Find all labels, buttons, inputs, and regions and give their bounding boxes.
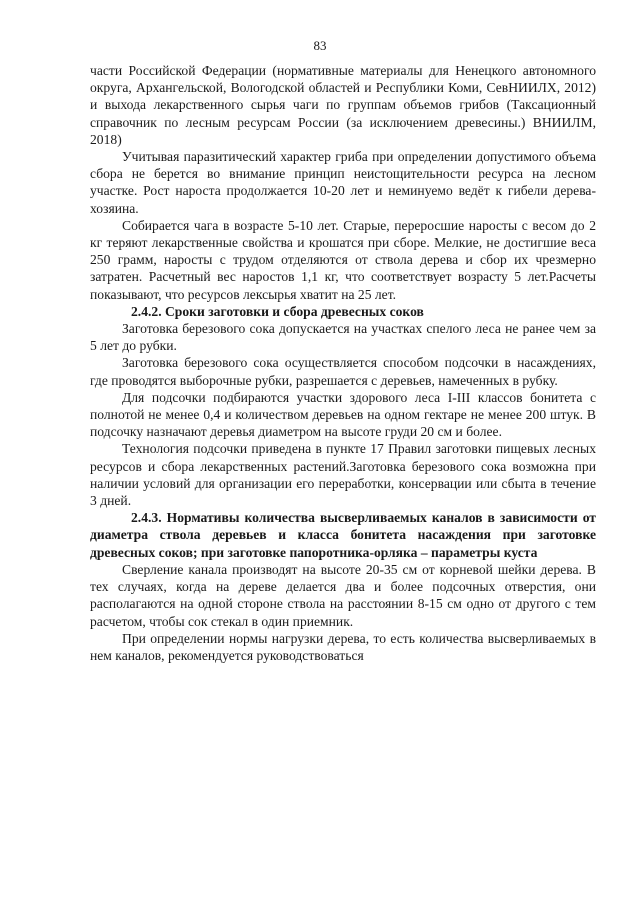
paragraph: Заготовка березового сока осуществляется способом подсочки в насаждениях, где проводятся выборочные рубки, разрешается с деревьев, намеченных в рубку.	[90, 355, 596, 388]
paragraph: Для подсочки подбираются участки здорового леса I-III классов бонитета с полнотой не менее 0,4 и количеством деревьев на одном гектаре не менее 200 штук. В подсочку назначают деревья диаметром на высоте груди 20 см и более.	[90, 389, 596, 440]
paragraph: Технология подсочки приведена в пункте 17 Правил заготовки пищевых лесных ресурсов и сбора лекарственных растений.Заготовка березового сока возможна при наличии условий для организации его переработки, консервации или сбыта в течение 3 дней.	[90, 441, 596, 509]
paragraph: При определении нормы нагрузки дерева, то есть количества высверливаемых в нем каналов, рекомендуется руководствоваться	[90, 630, 596, 663]
document-body	[90, 62, 596, 664]
section-heading: 2.4.3. Нормативы количества высверливаемых каналов в зависимости от диаметра ствола деревьев и класса бонитета насаждения при заготовке древесных соков; при заготовке папоротника-орляка – параметры куста	[90, 510, 596, 560]
paragraph: части Российской Федерации (нормативные материалы для Ненецкого автономного округа, Архангельской, Вологодской областей и Республики Коми, СевНИИЛХ, 2012) и выхода лекарственного сырья чаги по группам объемов грибов (Таксационный справочник по лесным ресурсам России (за исключением древесины.) ВНИИЛМ, 2018)	[90, 63, 596, 147]
paragraph: Сверление канала производят на высоте 20-35 см от корневой шейки дерева. В тех случаях, когда на дереве делается два и более подсочных отверстия, они располагаются на одной стороне ствола на расстоянии 8-15 см одно от другого с тем расчетом, чтобы сок стекал в один приемник.	[90, 561, 596, 629]
paragraph: Учитывая паразитический характер гриба при определении допустимого объема сбора не берется во внимание принцип неистощительности ресурса на лесном участке. Рост нароста продолжается 10-20 лет и неминуемо ведёт к гибели дерева-хозяина.	[90, 149, 596, 216]
section-heading: 2.4.2. Сроки заготовки и сбора древесных соков	[131, 303, 424, 319]
paragraph: Собирается чага в возрасте 5-10 лет. Старые, переросшие наросты с весом до 2 кг теряют лекарственные свойства и крошатся при сборе. Мелкие, не достигшие веса 250 грамм, наросты с трудом отделяются от ствола дерева и сбор их чрезмерно затратен. Расчетный вес наростов 1,1 кг, что соответствует возрасту 5 лет.Расчеты показывают, что ресурсов лексырья хватит на 25 лет.	[90, 217, 596, 302]
paragraph: Заготовка березового сока допускается на участках спелого леса не ранее чем за 5 лет до рубки.	[90, 321, 596, 354]
page-number: 83	[313, 38, 327, 53]
